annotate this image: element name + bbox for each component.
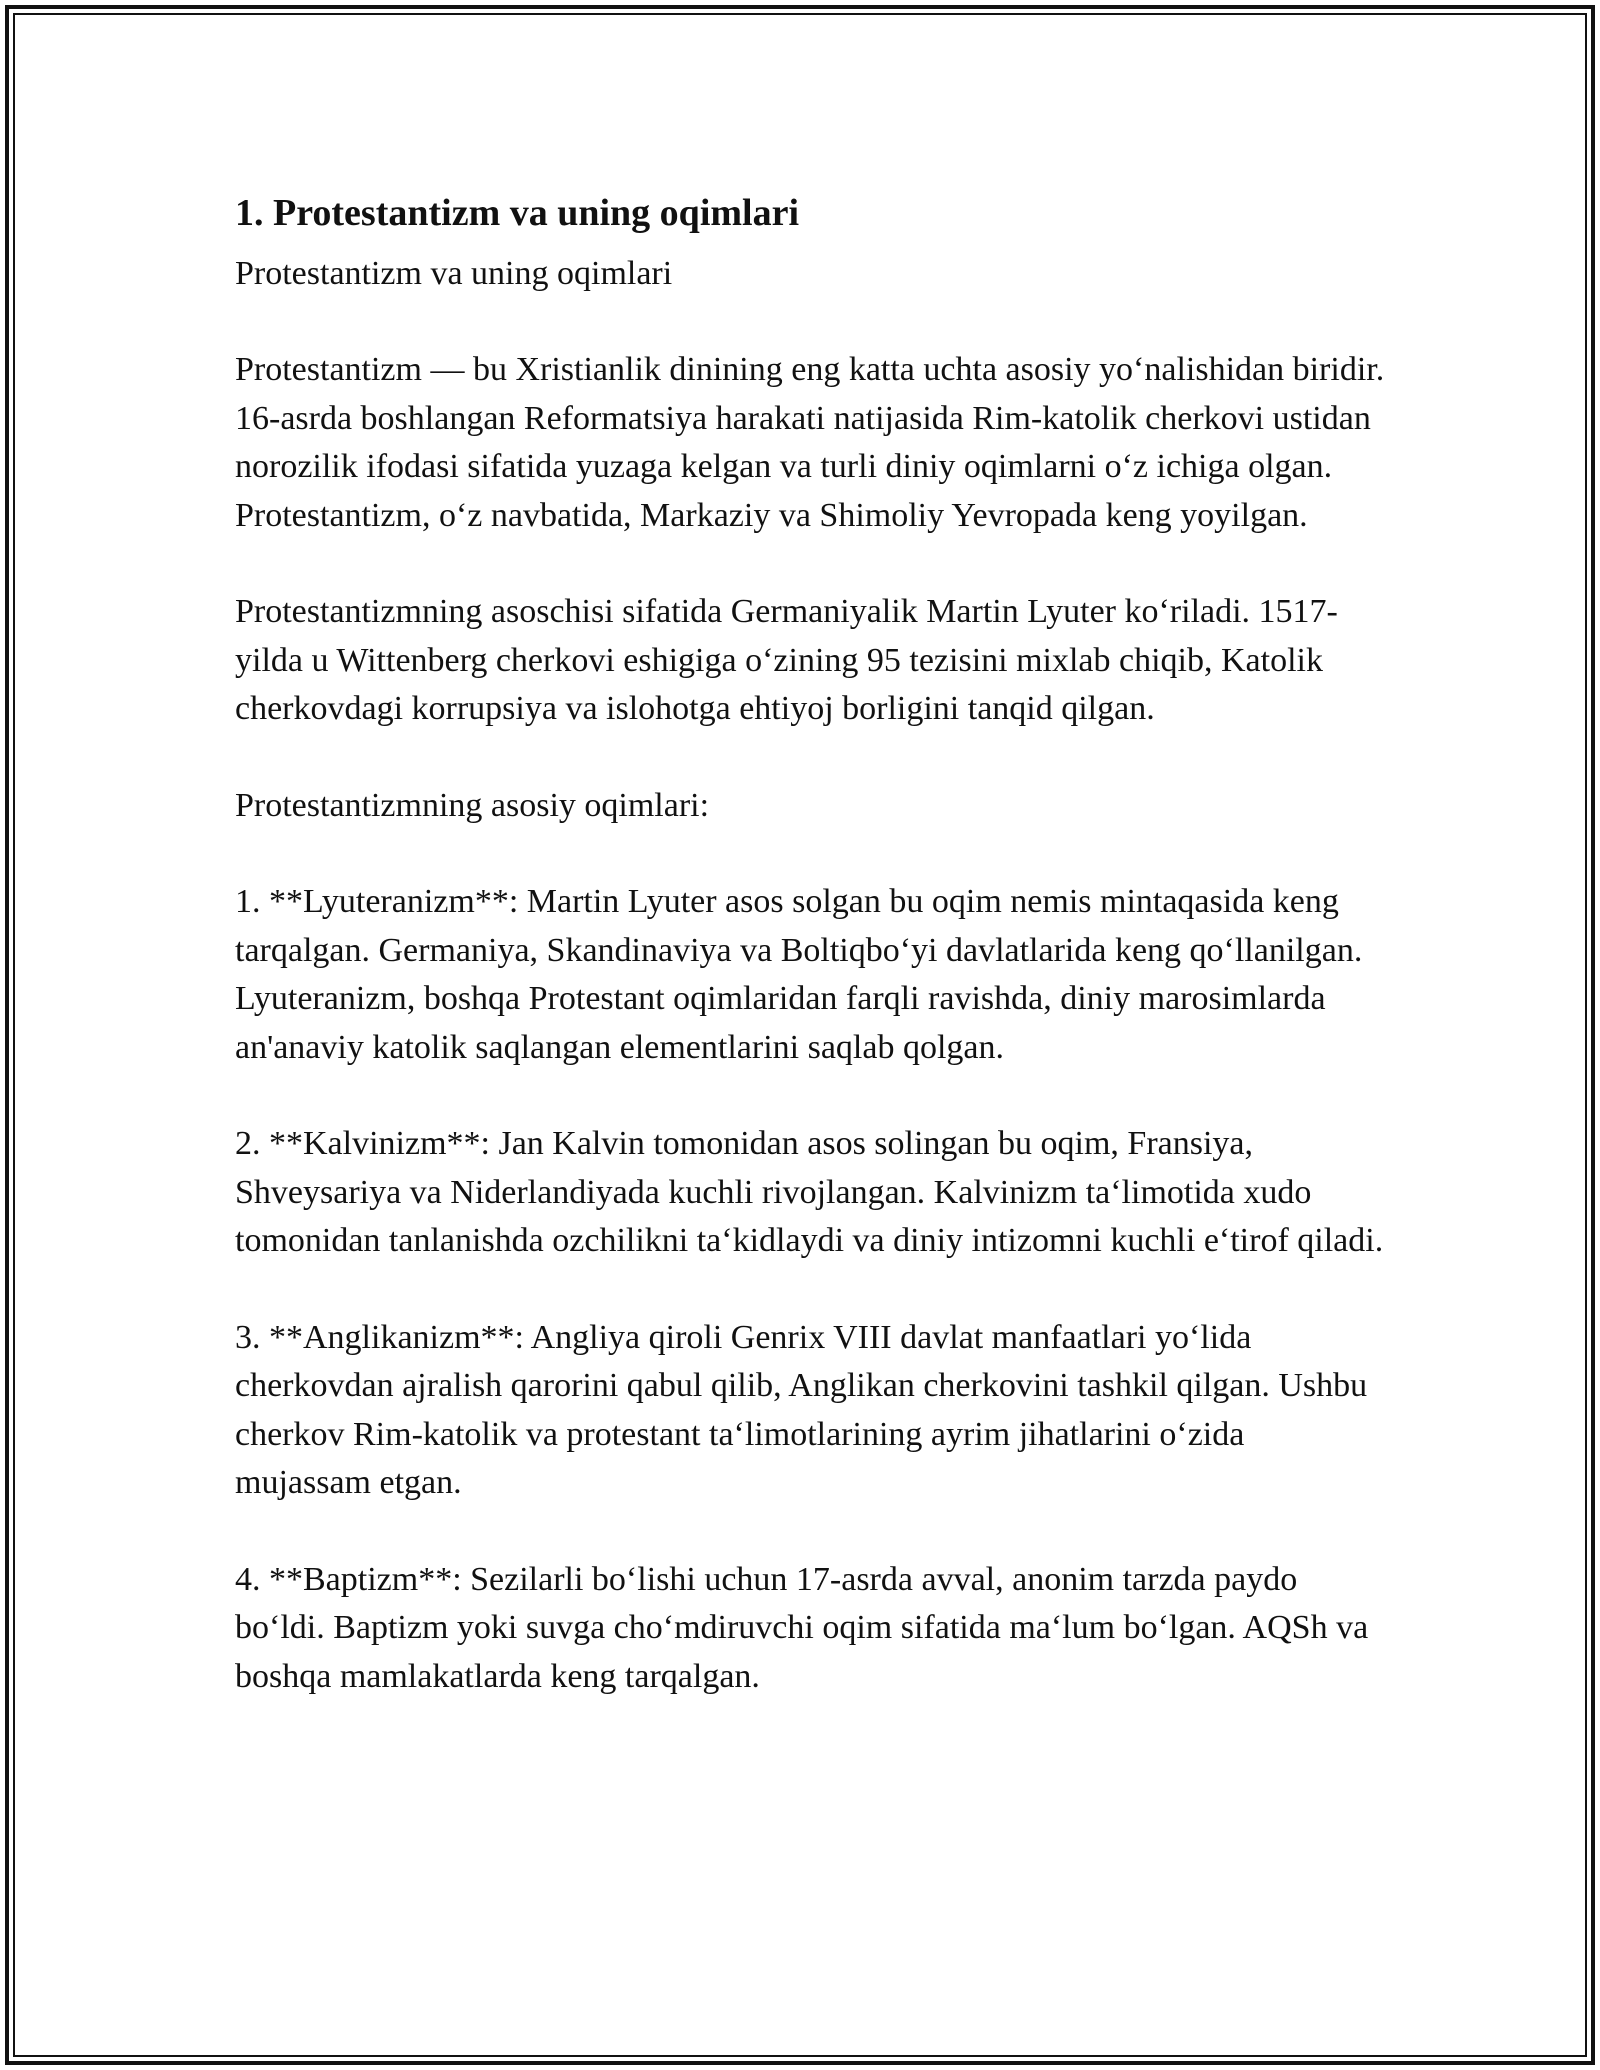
paragraph-anglicanism: 3. **Anglikanizm**: Angliya qiroli Genrix VIII davlat manfaatlari yo‘lida cherkovdan ajralish qarorini qabul qilib, Anglikan cherkovini tashkil qilgan. Ushbu cherkov Rim-katolik va protestant ta‘limotlarining ayrim jihatlarini o‘zida mujassam etgan. [235,1318,1368,1501]
document-subtitle: Protestantizm va uning oqimlari [235,255,673,292]
document-heading: 1. Protestantizm va uning oqimlari [235,192,800,234]
paragraph-baptism: 4. **Baptizm**: Sezilarli bo‘lishi uchun 17-asrda avval, anonim tarzda paydo bo‘ldi. Baptizm yoki suvga cho‘mdiruvchi oqim sifatida ma‘lum bo‘lgan. AQSh va boshqa mamlakatlarda keng tarqalgan. [235,1560,1369,1695]
document-body [235,188,1385,1701]
paragraph-founder: Protestantizmning asoschisi sifatida Germaniyalik Martin Lyuter ko‘riladi. 1517-yilda u Wittenberg cherkovi eshigiga o‘zining 95 tezisini mixlab chiqib, Katolik cherkovdagi korrupsiya va islohotga ehtiyoj borligini tanqid qilgan. [235,593,1338,727]
paragraph-calvinism: 2. **Kalvinizm**: Jan Kalvin tomonidan asos solingan bu oqim, Fransiya, Shveysariya va Niderlandiyada kuchli rivojlangan. Kalvinizm ta‘limotida xudo tomonidan tanlanishda ozchilikni ta‘kidlaydi va diniy intizomni kuchli e‘tirof qiladi. [235,1125,1384,1259]
paragraph-currents-heading: Protestantizmning asosiy oqimlari: [235,786,710,824]
paragraph-intro: Protestantizm — bu Xristianlik dinining eng katta uchta asosiy yo‘nalishidan biridir. 16-asrda boshlangan Reformatsiya harakati natijasida Rim-katolik cherkovi ustidan norozilik ifodasi sifatida yuzaga kelgan va turli diniy oqimlarni o‘z ichiga olgan. Protestantizm, o‘z navbatida, Markaziy va Shimoliy Yevropada keng yoyilgan. [235,351,1385,534]
paragraph-lutheranism: 1. **Lyuteranizm**: Martin Lyuter asos solgan bu oqim nemis mintaqasida keng tarqalgan. Germaniya, Skandinaviya va Boltiqbo‘yi davlatlarida keng qo‘llanilgan. Lyuteranizm, boshqa Protestant oqimlaridan farqli ravishda, diniy marosimlarda an'anaviy katolik saqlangan elementlarini saqlab qolgan. [235,883,1363,1066]
